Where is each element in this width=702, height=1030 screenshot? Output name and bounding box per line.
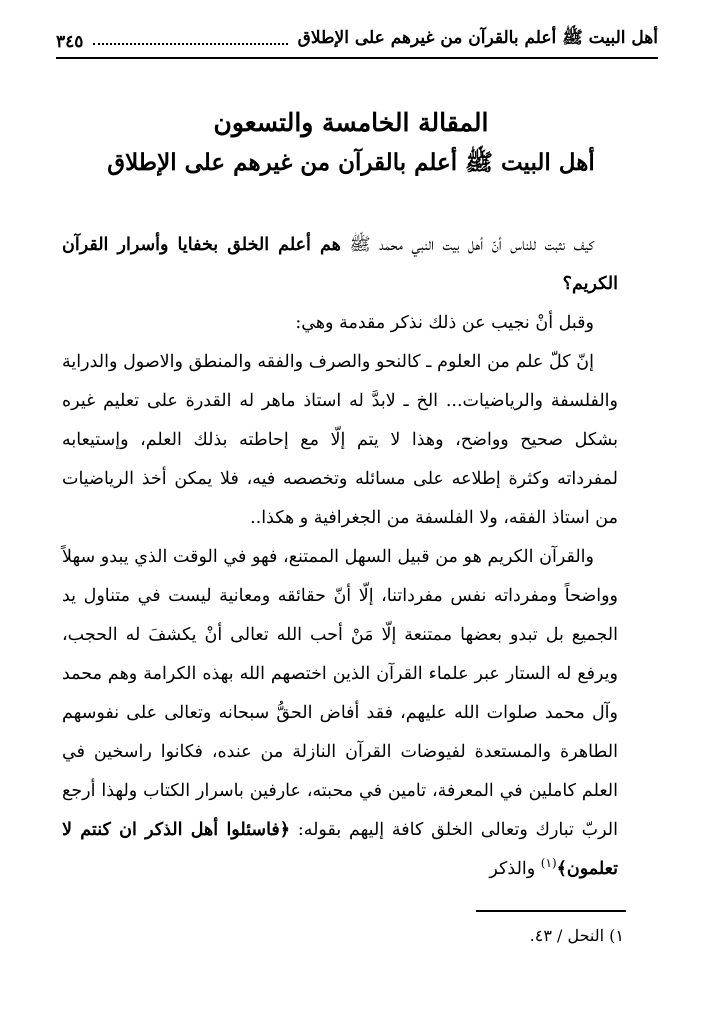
footnote-reference: (١): [540, 856, 557, 871]
running-header: [56, 22, 658, 52]
quran-quote: ﴿فاسئلوا أهل الذكر ان كنتم لا تعلمون﴾: [62, 820, 618, 879]
footnote-rule: [476, 910, 626, 912]
footnote: ١) النحل / ٤٣.: [529, 926, 624, 945]
running-title: أهل البيت ﷺ أعلم بالقرآن من غيرهم على الإطلاق: [297, 28, 658, 48]
page-number: ٣٤٥: [56, 32, 84, 52]
header-rule: [56, 57, 658, 59]
paragraph-4: [62, 538, 618, 889]
article-title: المقالة الخامسة والتسعون: [213, 108, 489, 137]
article-subtitle: أهل البيت ﷺ أعلم بالقرآن من غيرهم على الإطلاق: [107, 149, 595, 176]
paragraph-4-text-b: والذكر: [489, 859, 541, 879]
paragraph-2: وقبل أنْ نجيب عن ذلك نذكر مقدمة وهي:: [295, 313, 594, 333]
paragraph-1-text-b: هم أعلم الخلق بخفايا وأسرار القرآن الكريم؟: [62, 235, 618, 294]
paragraph-4-text-a: والقرآن الكريم هو من قبيل السهل الممتنع، فهو في الوقت الذي يبدو سهلاً وواضحاً ومفرداته نفس مفرداتنا، إلّا أنّ حقائقه ومعانية ليست في متناول يد الجميع بل تبدو بعضها ممتنعة إلّا مَنْ أحب الله تعالى أنْ يكشفَ له الحجب، ويرفع له الستار عبر علماء القرآن الذين اختصهم الله بهذه الكرامة وهم محمد وآل محمد صلوات الله عليهم، فقد أفاض الحقُّ سبحانه وتعالى على نفوسهم الطاهرة والمستعدة لفيوضات القرآن النازلة من عنده، فكانوا راسخين في العلم كاملين في المعرفة، تامين في محبته، عارفين باسرار الكتاب ولهذا أرجع الربّ تبارك وتعالى الخلق كافة إليهم بقوله:: [62, 547, 618, 840]
paragraph-1-text-a: كيف نثبت للناس أنّ أهل بيت النبي محمد ﷺ: [340, 235, 594, 255]
article-body: [62, 226, 618, 889]
paragraph-1: [62, 226, 618, 304]
leader-dots: [93, 43, 287, 45]
paragraph-3: إنّ كلّ علم من العلوم ـ كالنحو والصرف والفقه والمنطق والاصول والدراية والفلسفة والرياضيات... الخ ـ لابدَّ له استاذ ماهر له القدرة على تعليم غيره بشكل صحيح وواضح، وهذا لا يتم إلّا مع إحاطته بذلك العلم، وإستيعابه لمفرداته وكثرة إطلاعه على مسائله وتخصصه فيه، فلا يمكن أخذ الرياضيات من استاذ الفقه، ولا الفلسفة من الجغرافية و هكذا..: [62, 352, 618, 528]
